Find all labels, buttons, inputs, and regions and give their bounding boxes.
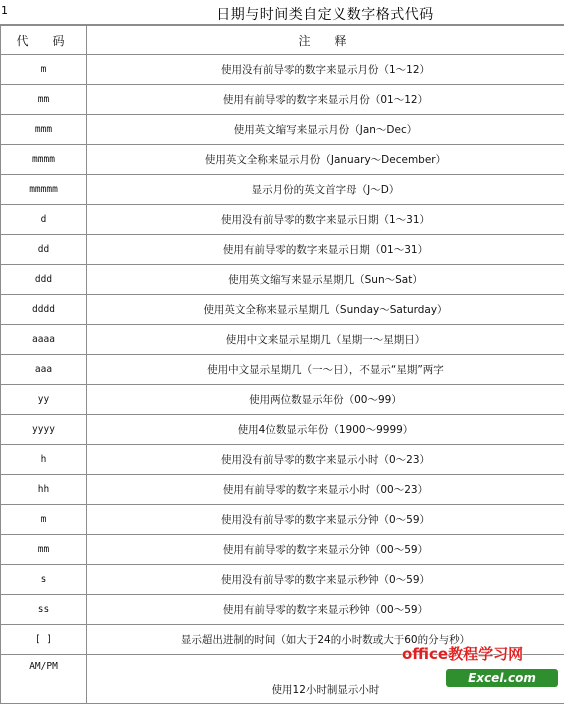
header-code[interactable]: 代 码 [1, 26, 87, 55]
table-row [1, 385, 564, 415]
header-row [1, 26, 564, 55]
table-row [1, 565, 564, 595]
format-code-cell[interactable]: aaaa [1, 325, 87, 355]
format-code-cell[interactable]: mmmmm [1, 175, 87, 205]
format-note-cell[interactable]: 使用英文全称来显示星期几（Sunday～Saturday） [87, 295, 564, 325]
table-row [1, 595, 564, 625]
format-code-cell[interactable]: h [1, 445, 87, 475]
table-row [1, 115, 564, 145]
format-note-cell[interactable]: 使用有前导零的数字来显示月份（01～12） [87, 85, 564, 115]
format-note-cell[interactable]: 使用4位数显示年份（1900～9999） [87, 415, 564, 445]
table-row [1, 175, 564, 205]
format-code-cell[interactable]: mm [1, 535, 87, 565]
format-code-cell[interactable]: ddd [1, 265, 87, 295]
format-note-cell[interactable]: 使用没有前导零的数字来显示小时（0～23） [87, 445, 564, 475]
format-code-cell[interactable]: d [1, 205, 87, 235]
format-note-cell[interactable]: 使用有前导零的数字来显示分钟（00～59） [87, 535, 564, 565]
format-note-cell[interactable]: 使用英文全称来显示月份（January～December） [87, 145, 564, 175]
table-row [1, 655, 564, 704]
format-note-cell[interactable] [87, 655, 564, 704]
format-code-cell[interactable]: dddd [1, 295, 87, 325]
format-code-cell[interactable]: m [1, 505, 87, 535]
table-row [1, 445, 564, 475]
table-row [1, 145, 564, 175]
format-code-cell[interactable]: dd [1, 235, 87, 265]
format-code-cell[interactable] [1, 655, 87, 704]
row-number: 1 [1, 4, 8, 17]
format-note-cell[interactable]: 使用没有前导零的数字来显示日期（1～31） [87, 205, 564, 235]
format-code-cell[interactable]: mm [1, 85, 87, 115]
format-code-cell[interactable]: [ ] [1, 625, 87, 655]
format-note-cell[interactable]: 使用中文显示星期几（一～日），不显示“星期”两字 [87, 355, 564, 385]
format-note-cell[interactable]: 使用有前导零的数字来显示日期（01～31） [87, 235, 564, 265]
format-code-table [0, 25, 564, 704]
format-code-cell[interactable]: yy [1, 385, 87, 415]
format-note-cell[interactable]: 使用有前导零的数字来显示秒钟（00～59） [87, 595, 564, 625]
sheet-title: 日期与时间类自定义数字格式代码 [86, 4, 564, 24]
watermark-badge: Excel.com [446, 669, 558, 687]
format-note-cell[interactable]: 使用两位数显示年份（00～99） [87, 385, 564, 415]
table-row [1, 55, 564, 85]
format-code-cell[interactable]: m [1, 55, 87, 85]
format-code-cell[interactable]: yyyy [1, 415, 87, 445]
format-note-cell[interactable]: 使用有前导零的数字来显示小时（00～23） [87, 475, 564, 505]
format-code-cell[interactable]: hh [1, 475, 87, 505]
format-note-cell[interactable]: 使用没有前导零的数字来显示分钟（0～59） [87, 505, 564, 535]
title-row [0, 0, 564, 25]
format-note-cell[interactable]: 使用没有前导零的数字来显示月份（1～12） [87, 55, 564, 85]
format-code-cell[interactable]: mmmm [1, 145, 87, 175]
ampm-code: AM/PM [1, 661, 86, 672]
watermark-text: office教程学习网 [402, 643, 523, 664]
header-note[interactable]: 注 释 [87, 26, 564, 55]
table-row [1, 325, 564, 355]
table-row [1, 85, 564, 115]
format-code-cell[interactable]: s [1, 565, 87, 595]
format-note-cell[interactable]: 显示月份的英文首字母（J～D） [87, 175, 564, 205]
format-code-cell[interactable]: mmm [1, 115, 87, 145]
table-row [1, 535, 564, 565]
format-code-cell[interactable]: ss [1, 595, 87, 625]
table-row [1, 205, 564, 235]
format-note-cell[interactable]: 使用没有前导零的数字来显示秒钟（0～59） [87, 565, 564, 595]
table-row [1, 625, 564, 655]
ampm-cell-wrap [1, 655, 86, 703]
table-row [1, 505, 564, 535]
format-note-cell[interactable]: 使用英文缩写来显示星期几（Sun～Sat） [87, 265, 564, 295]
table-row [1, 355, 564, 385]
table-row [1, 235, 564, 265]
table-row [1, 265, 564, 295]
format-note-cell[interactable]: 使用英文缩写来显示月份（Jan～Dec） [87, 115, 564, 145]
ampm-note: 使用12小时制显示小时 [272, 684, 380, 696]
format-note-cell[interactable]: 显示超出进制的时间（如大于24的小时数或大于60的分与秒） [87, 625, 564, 655]
table-row [1, 475, 564, 505]
table-row [1, 415, 564, 445]
format-note-cell[interactable]: 使用中文来显示星期几（星期一～星期日） [87, 325, 564, 355]
table-row [1, 295, 564, 325]
format-code-cell[interactable]: aaa [1, 355, 87, 385]
